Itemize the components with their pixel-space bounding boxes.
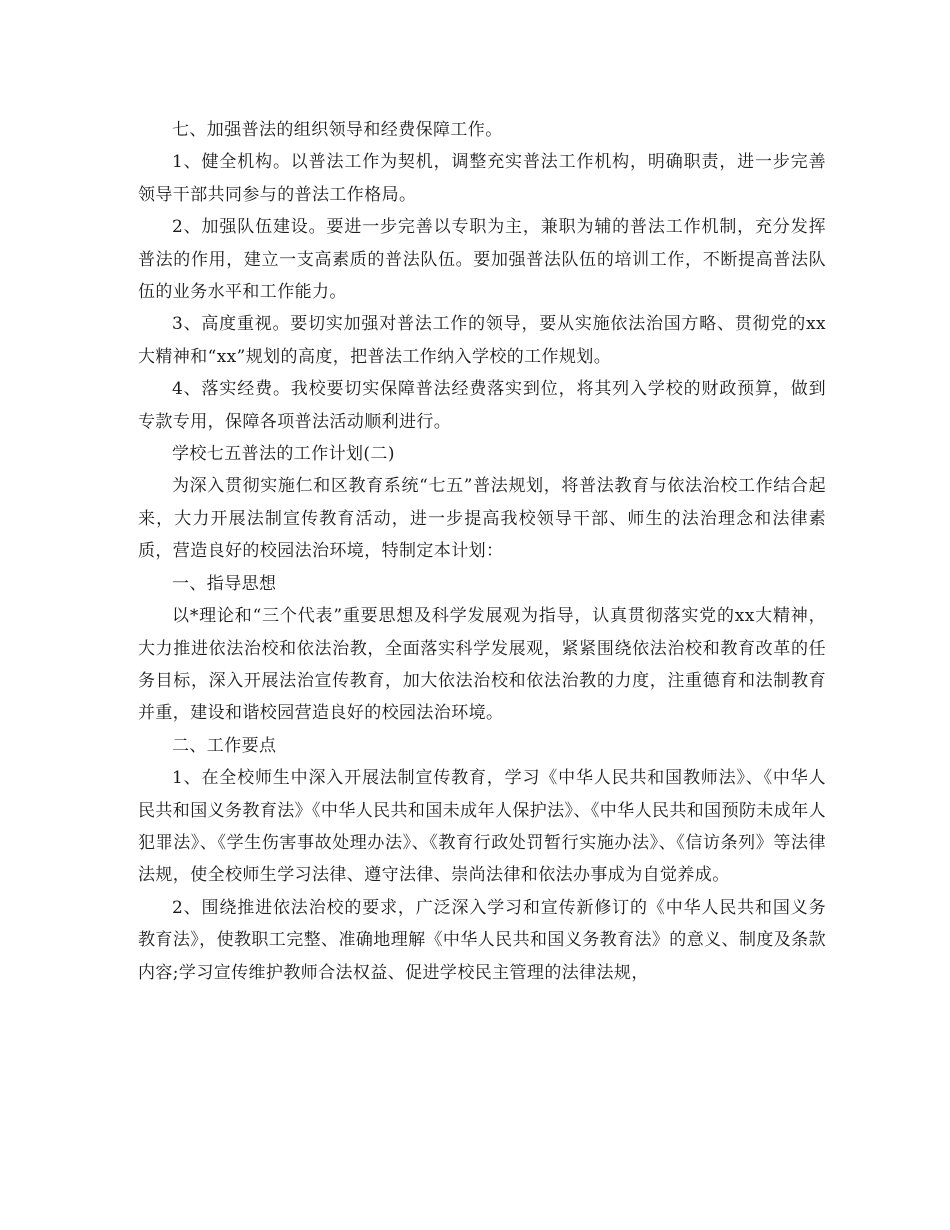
- section-heading-7: 七、加强普法的组织领导和经费保障工作。: [172, 120, 503, 140]
- document-body: [138, 114, 826, 989]
- paragraph-team-building: 2、加强队伍建设。要进一步完善以专职为主，兼职为辅的普法工作机制，充分发挥普法的作用，建立一支高素质的普法队伍。要加强普法队伍的培训工作，不断提高普法队伍的业务水平和工作能力。: [138, 217, 826, 303]
- paragraph-attention: 3、高度重视。要切实加强对普法工作的领导，要从实施依法治国方略、贯彻党的xx大精神和“xx”规划的高度，把普法工作纳入学校的工作规划。: [138, 314, 826, 367]
- section-heading-work-points: 二、工作要点: [172, 735, 277, 756]
- paragraph-guiding-thought: 以*理论和“三个代表”重要思想及科学发展观为指导，认真贯彻落实党的xx大精神，大力推进依法治校和依法治教，全面落实科学发展观，紧紧围绕依法治校和教育改革的任务目标，深入开展法治宣传教育，加大依法治校和依法治教的力度，注重德育和法制教育并重，建设和谐校园营造良好的校园法治环境。: [138, 606, 826, 724]
- paragraph-organization: 1、健全机构。以普法工作为契机，调整充实普法工作机构，明确职责，进一步完善领导干部共同参与的普法工作格局。: [138, 152, 826, 205]
- paragraph-work-point-2: 2、围绕推进依法治校的要求，广泛深入学习和宣传新修订的《中华人民共和国义务教育法》，使教职工完整、准确地理解《中华人民共和国义务教育法》的意义、制度及条款内容;学习宣传维护教师合法权益、促进学校民主管理的法律法规，: [138, 897, 826, 983]
- document-subtitle: 学校七五普法的工作计划(二): [172, 444, 395, 465]
- section-heading-guiding-thought: 一、指导思想: [172, 573, 277, 594]
- paragraph-intro: 为深入贯彻实施仁和区教育系统“七五”普法规划，将普法教育与依法治校工作结合起来，大力开展法制宣传教育活动，进一步提高我校领导干部、师生的法治理念和法律素质，营造良好的校园法治环境，特制定本计划：: [138, 476, 826, 562]
- paragraph-work-point-1: 1、在全校师生中深入开展法制宣传教育，学习《中华人民共和国教师法》、《中华人民共和国义务教育法》《中华人民共和国未成年人保护法》、《中华人民共和国预防未成年人犯罪法》、《学生伤害事故处理办法》、《教育行政处罚暂行实施办法》、《信访条列》等法律法规，使全校师生学习法律、遵守法律、崇尚法律和依法办事成为自觉养成。: [138, 768, 826, 886]
- paragraph-funding: 4、落实经费。我校要切实保障普法经费落实到位，将其列入学校的财政预算，做到专款专用，保障各项普法活动顺利进行。: [138, 379, 826, 432]
